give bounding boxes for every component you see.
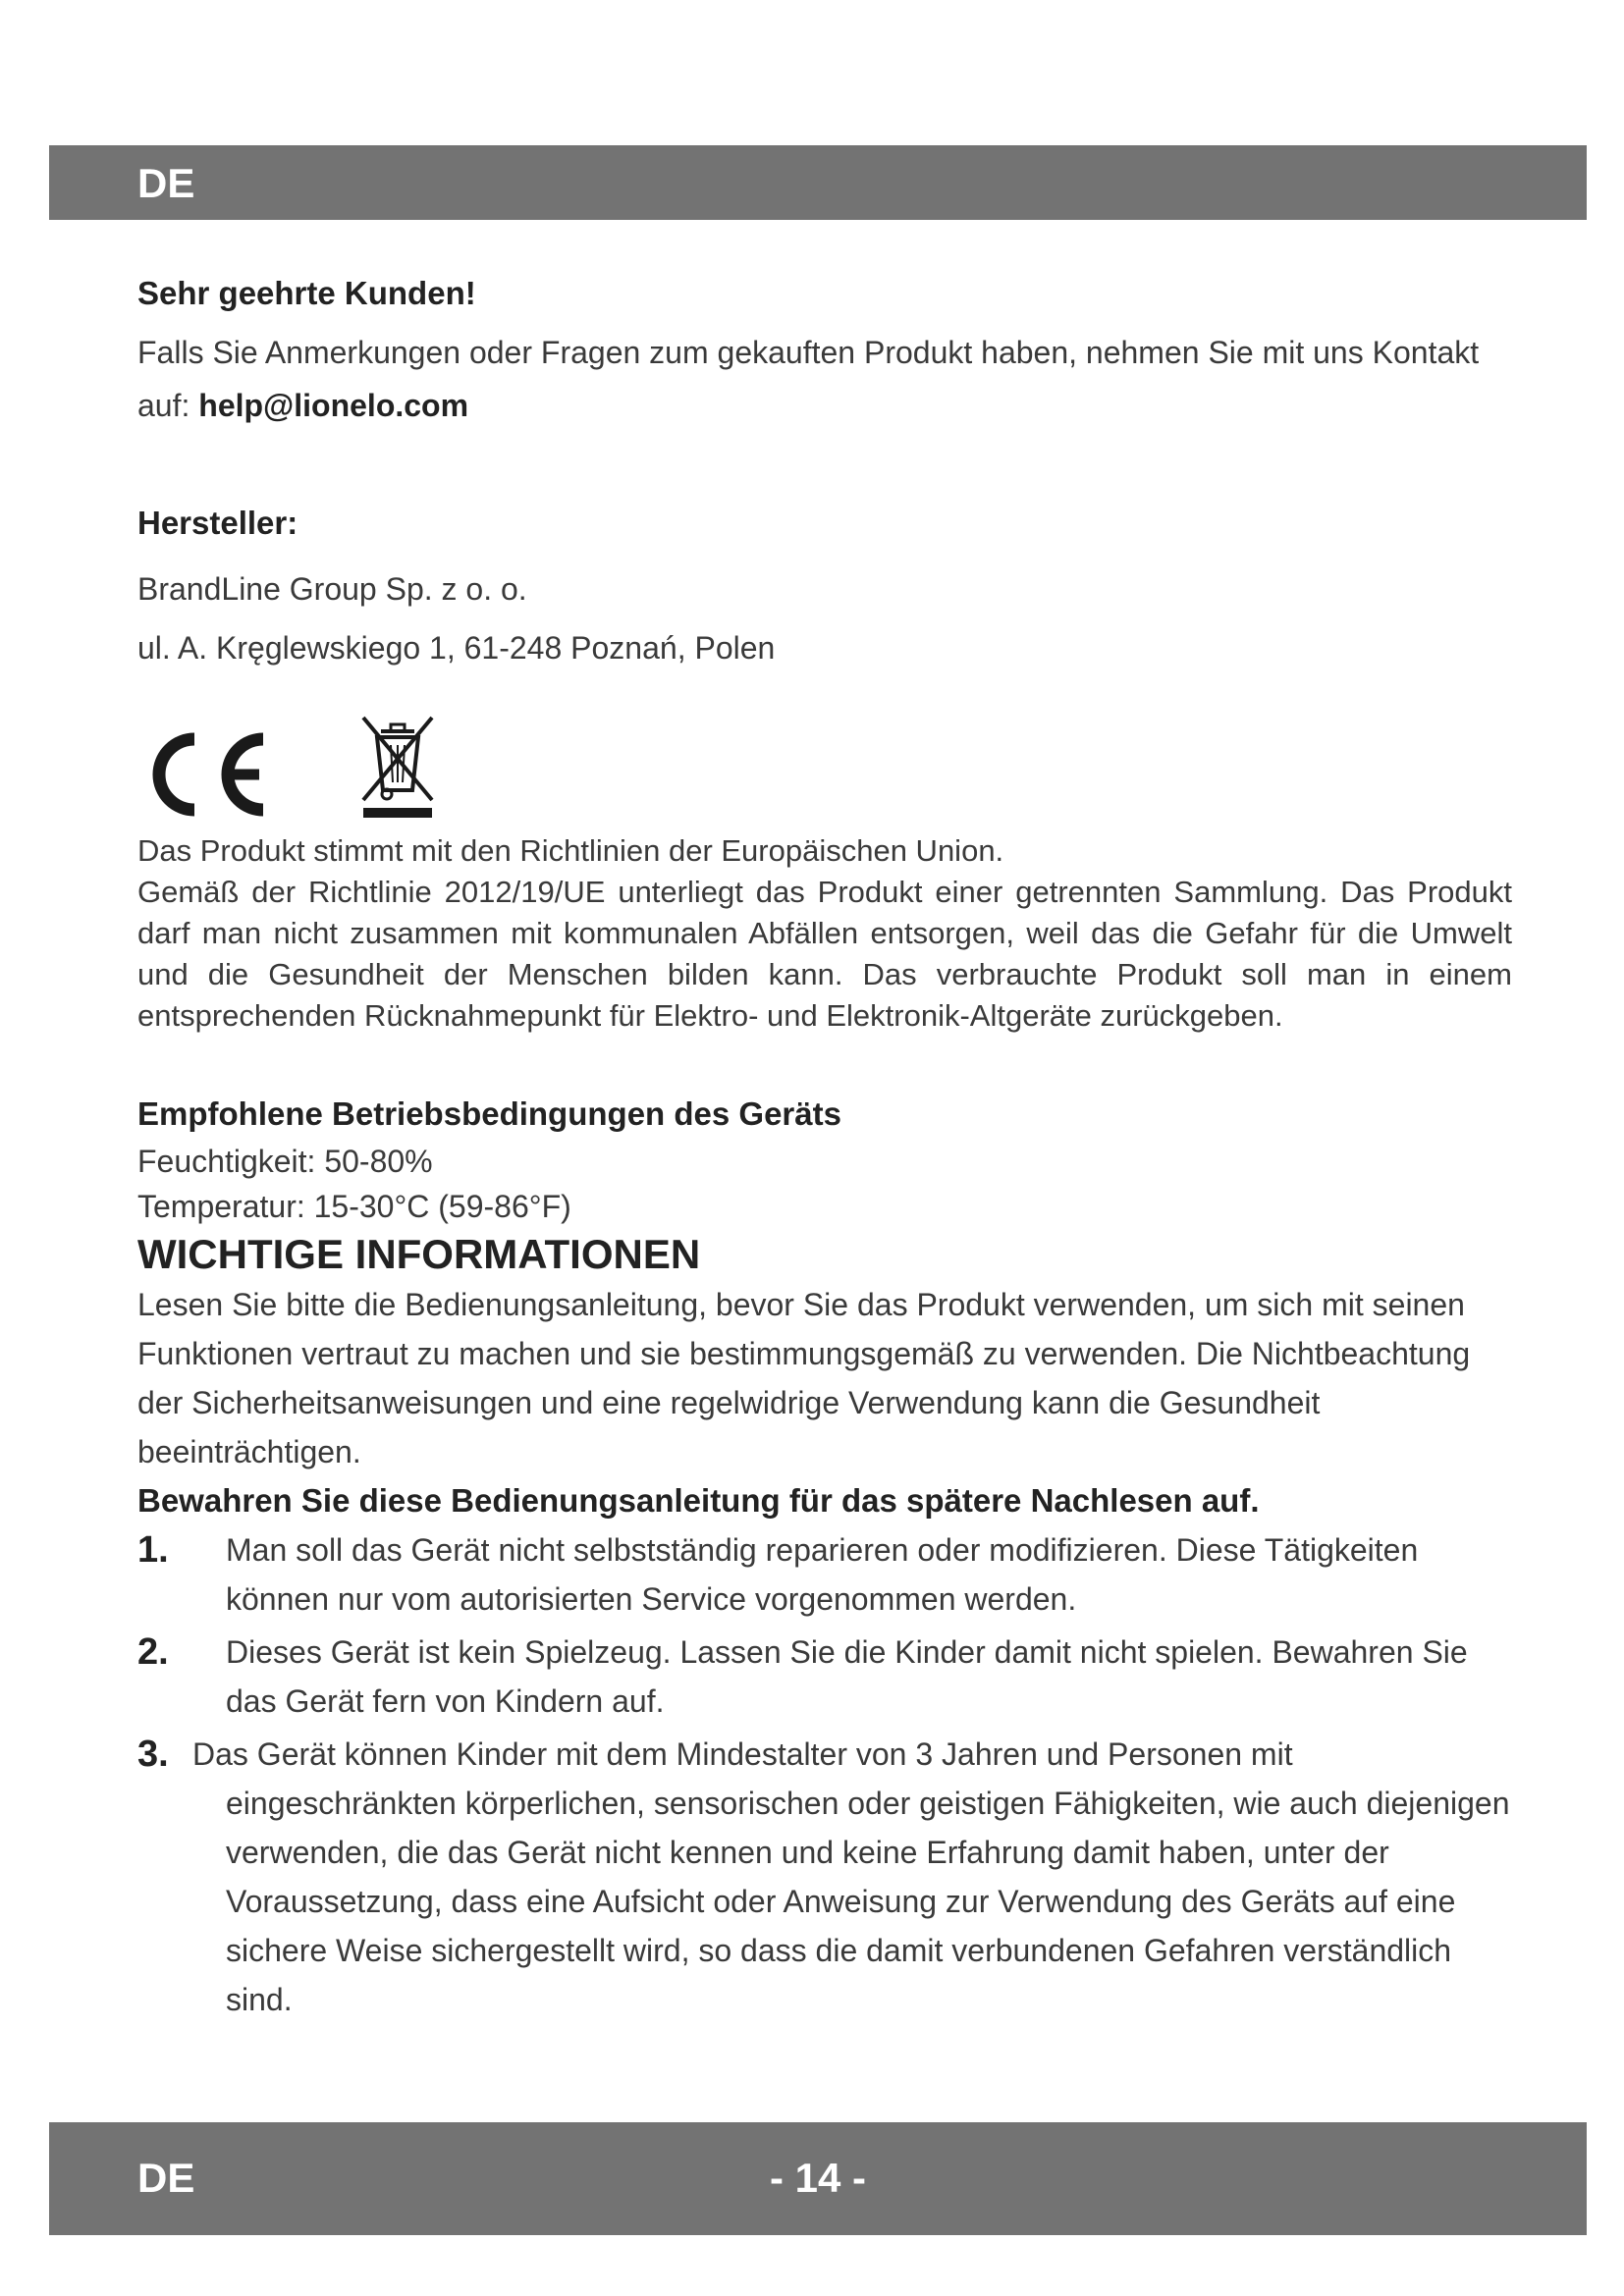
support-email-link[interactable]: help@lionelo.com (198, 388, 469, 423)
footer-language-label: DE (137, 2155, 195, 2201)
list-item-number: 1. (137, 1529, 169, 1571)
list-item (137, 1525, 1512, 1624)
page-content (137, 275, 1512, 2024)
list-item-number: 2. (137, 1631, 169, 1673)
manufacturer-company: BrandLine Group Sp. z o. o. (137, 571, 527, 607)
greeting-body: Falls Sie Anmerkungen oder Fragen zum gekauften Produkt haben, nehmen Sie mit uns Kontakt auf: (137, 335, 1480, 423)
list-item-text: Dieses Gerät ist kein Spielzeug. Lassen Sie die Kinder damit nicht spielen. Bewahren Sie das Gerät fern von Kindern auf. (226, 1634, 1468, 1719)
list-item-text: Das Gerät können Kinder mit dem Mindestalter von 3 Jahren und Personen mit eingeschränkten körperlichen, sensorischen oder geistigen Fähigkeiten, wie auch diejenigen verwenden, die das Gerät nicht kennen und keine Erfahrung damit haben, unter der Voraussetzung, dass eine Aufsicht oder Anweisung zur Verwendung des Geräts auf eine sichere Weise sichergestellt wird, so dass die damit verbundenen Gefahren verständlich sind. (192, 1736, 1510, 2017)
safety-list (137, 1525, 1512, 2024)
greeting-text (137, 326, 1512, 432)
conditions-temperature: Temperatur: 15-30°C (59-86°F) (137, 1189, 571, 1224)
manufacturer-title: Hersteller: (137, 505, 298, 541)
list-item-text: Man soll das Gerät nicht selbstständig reparieren oder modifizieren. Diese Tätigkeiten können nur vom autorisierten Service vorgenommen werden. (226, 1532, 1419, 1617)
keep-manual-note: Bewahren Sie diese Bedienungsanleitung für das spätere Nachlesen auf. (137, 1482, 1260, 1519)
conditions-title: Empfohlene Betriebsbedingungen des Geräts (137, 1095, 841, 1132)
header-bar (49, 145, 1587, 220)
footer-bar (49, 2122, 1587, 2235)
important-text: Lesen Sie bitte die Bedienungsanleitung, bevor Sie das Produkt verwenden, um sich mit seinen Funktionen vertraut zu machen und sie bestimmungsgemäß zu verwenden. Die Nichtbeachtung der Sicherheitsanweisungen und eine regelwidrige Verwendung kann die Gesundheit beeinträchtigen. (137, 1287, 1471, 1469)
ce-mark-icon (137, 729, 275, 825)
list-item-number: 3. (137, 1734, 169, 1775)
conditions-humidity: Feuchtigkeit: 50-80% (137, 1144, 433, 1179)
header-language-label: DE (137, 160, 195, 206)
certification-logos (137, 717, 1512, 825)
compliance-line: Das Produkt stimmt mit den Richtlinien der Europäischen Union. (137, 833, 1004, 868)
list-item (137, 1628, 1512, 1726)
compliance-disposal-text: Gemäß der Richtlinie 2012/19/UE unterliegt das Produkt einer getrennten Sammlung. Das Produkt darf man nicht zusammen mit kommunalen Abfällen entsorgen, weil das die Gefahr für die Umwelt und die Gesundheit der Menschen bilden kann. Das verbrauchte Produkt soll man in einem entsprechenden Rücknahmepunkt für Elektro- und Elektronik-Altgeräte zurückgeben. (137, 875, 1512, 1033)
crossed-out-bin-icon (353, 712, 442, 825)
important-title: WICHTIGE INFORMATIONEN (137, 1231, 701, 1277)
list-item (137, 1730, 1512, 2024)
greeting-title: Sehr geehrte Kunden! (137, 275, 476, 311)
manufacturer-address: ul. A. Kręglewskiego 1, 61-248 Poznań, Polen (137, 630, 776, 666)
page-number: - 14 - (769, 2155, 867, 2201)
